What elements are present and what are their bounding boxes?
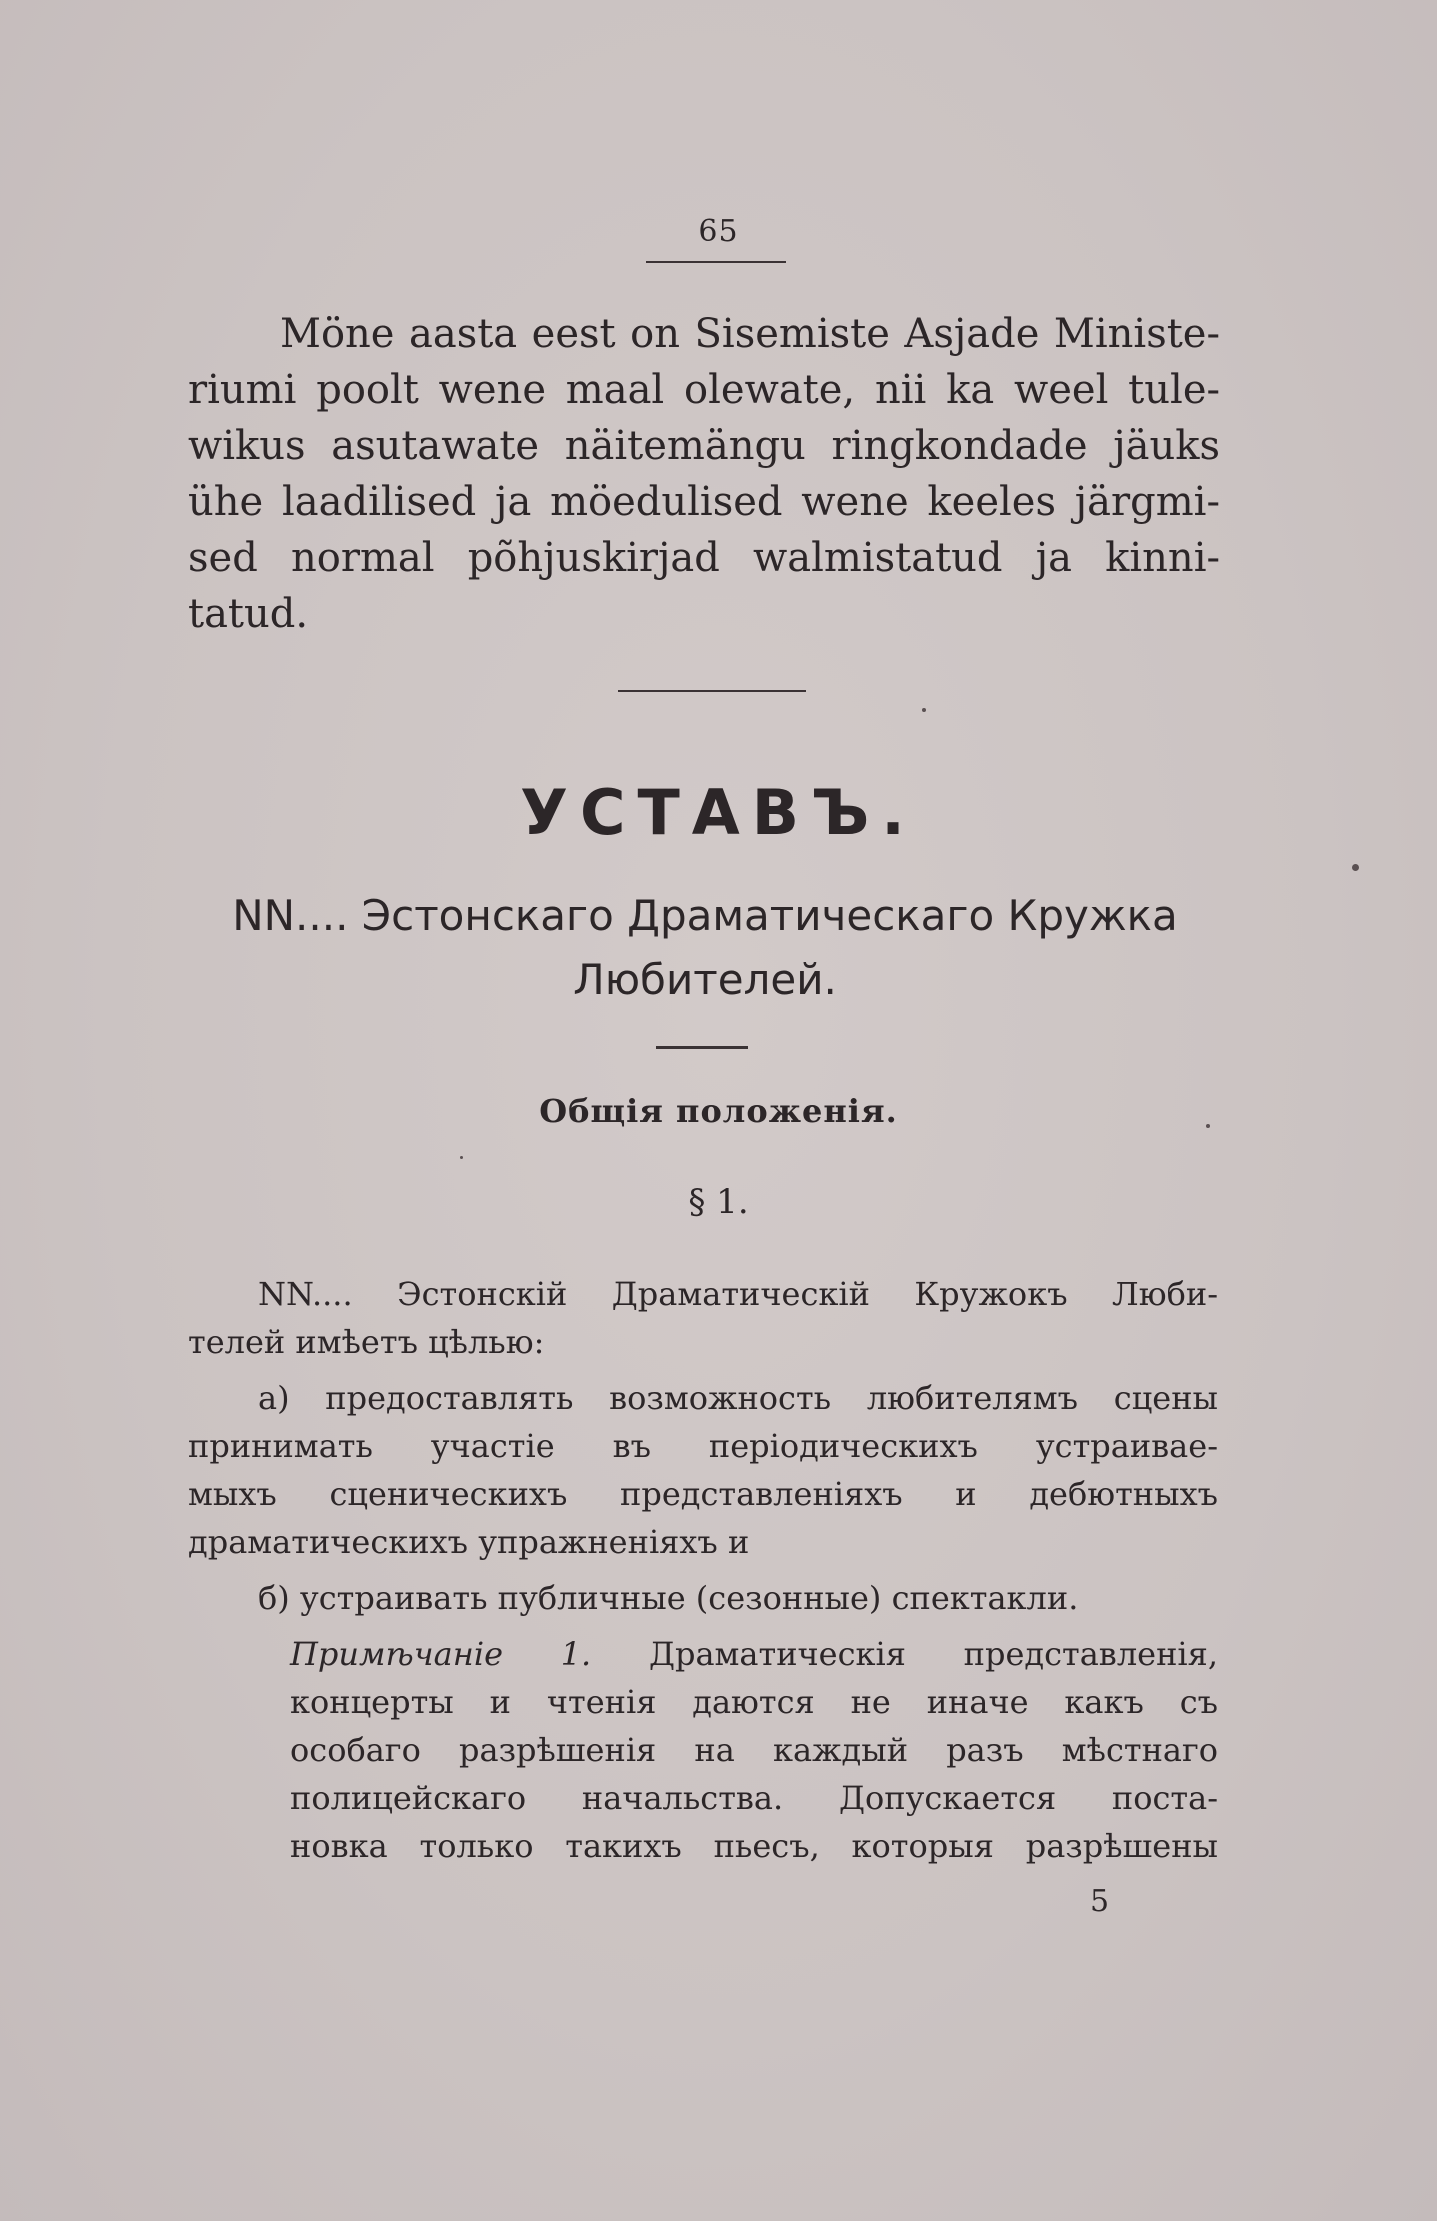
- header-rule: [646, 261, 786, 263]
- note-line: особаго разрѣшенія на каждый разъ мѣстнаго: [290, 1731, 1218, 1769]
- note-line: полицейскаго начальства. Допускается поста-: [290, 1779, 1218, 1817]
- intro-line: tatud.: [188, 591, 309, 637]
- note-first-line-text: Драматическія представленія,: [648, 1635, 1219, 1673]
- clause-a: [188, 1374, 1218, 1566]
- note-block: [290, 1630, 1218, 1870]
- scan-speck: [460, 1156, 463, 1159]
- note-line: новка только такихъ пьесъ, которыя разрѣшены: [290, 1827, 1218, 1865]
- document-title: УСТАВЪ.: [520, 776, 917, 849]
- note-label: Примѣчаніе 1.: [290, 1635, 592, 1673]
- page-number: 65: [698, 214, 739, 249]
- signature-number: 5: [1090, 1884, 1110, 1919]
- scan-speck: [1352, 864, 1359, 871]
- clause-b-line: б) устраивать публичные (сезонные) спектакли.: [258, 1579, 1079, 1617]
- paragraph-mark: § 1.: [688, 1182, 749, 1222]
- intro-line: Möne aasta eest on Sisemiste Asjade Ministe-: [280, 311, 1220, 357]
- clause-a-line: мыхъ сценическихъ представленіяхъ и дебютныхъ: [188, 1475, 1218, 1513]
- subtitle-rule: [656, 1046, 748, 1049]
- section-title: Общія положенія.: [539, 1092, 898, 1130]
- intro-line: sed normal põhjuskirjad walmistatud ja kinni-: [188, 535, 1220, 581]
- intro-line: ühe laadilised ja möedulised wene keeles järgmi-: [188, 479, 1220, 525]
- clause-intro-line: NN.... Эстонскій Драматическій Кружокъ Люби-: [258, 1275, 1218, 1313]
- clause-intro-line: телей имѣетъ цѣлью:: [188, 1323, 545, 1361]
- subtitle-line-2: Любителей.: [573, 955, 837, 1004]
- clause-a-line: драматическихъ упражненіяхъ и: [188, 1523, 750, 1561]
- scan-speck: [1206, 1124, 1210, 1128]
- note-line: концерты и чтенія даются не иначе какъ съ: [290, 1683, 1218, 1721]
- clause-a-line: принимать участіе въ періодическихъ устраивае-: [188, 1427, 1218, 1465]
- clause-intro: [188, 1270, 1218, 1366]
- scan-speck: [922, 708, 926, 712]
- intro-line: riumi poolt wene maal olewate, nii ka weel tule-: [188, 367, 1220, 413]
- note-first-line: [220, 1630, 1218, 1678]
- subtitle-line-1: NN.... Эстонскаго Драматическаго Кружка: [232, 891, 1178, 940]
- clause-b: [188, 1574, 1218, 1622]
- intro-paragraph: [188, 306, 1220, 642]
- clause-a-line: а) предоставлять возможность любителямъ сцены: [258, 1379, 1218, 1417]
- intro-line: wikus asutawate näitemängu ringkondade jäuks: [188, 423, 1220, 469]
- document-subtitle: [190, 884, 1220, 1012]
- section-rule: [618, 690, 806, 692]
